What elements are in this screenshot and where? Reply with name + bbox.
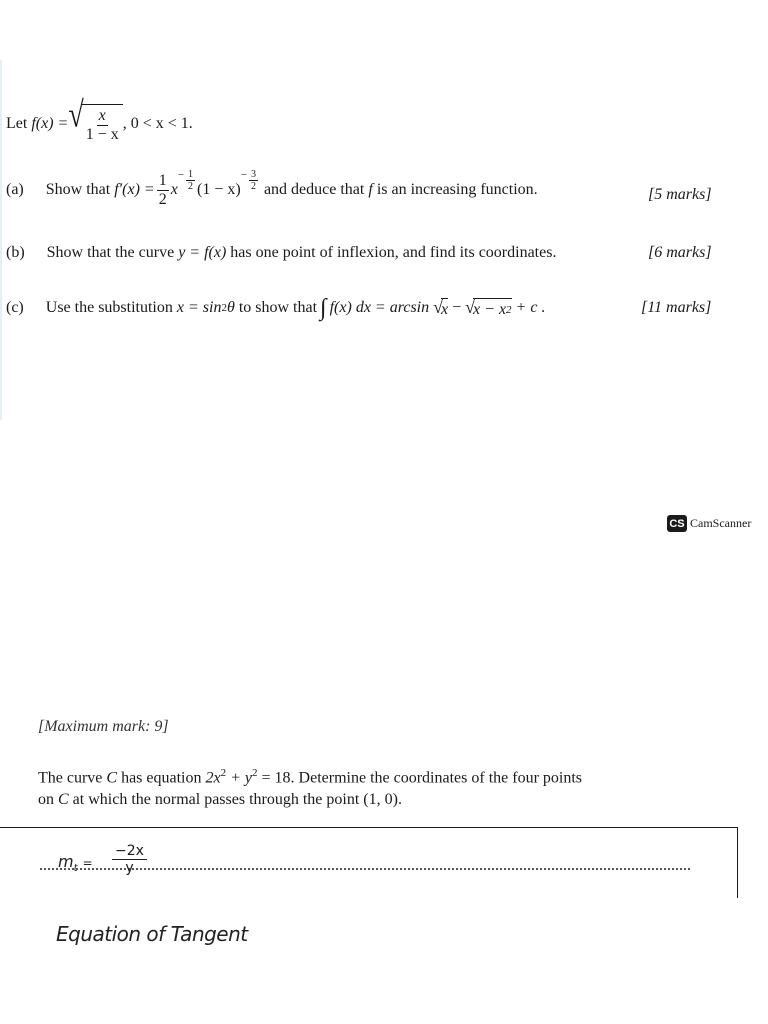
camscanner-logo xyxy=(667,515,751,532)
part-c-marks: [11 marks] xyxy=(641,299,712,316)
part-a-base2: (1 − x) xyxy=(197,181,241,199)
answer-box xyxy=(0,827,738,898)
radical-icon: √ xyxy=(68,95,84,136)
part-b-eq: y = f(x) xyxy=(178,244,227,261)
part-c-label: (c) xyxy=(6,299,24,316)
part-c-text1: Use the substitution xyxy=(45,299,173,316)
q1-intro xyxy=(6,95,193,143)
integral-icon: ∫ xyxy=(320,295,327,321)
part-a-label: (a) xyxy=(6,181,24,199)
handwritten-gradient: $m_t$ = xyxy=(58,852,93,875)
scan-edge xyxy=(0,60,2,420)
part-a-text2: and deduce that xyxy=(263,181,365,199)
max-mark: [Maximum mark: 9] xyxy=(38,718,169,735)
intro-num: x xyxy=(98,107,106,124)
q2-line2: on C at which the normal passes through the point (1, 0). xyxy=(38,791,402,809)
camscanner-badge-icon: CS xyxy=(667,515,687,532)
radical-icon: √ xyxy=(433,296,444,317)
handwritten-fraction: $\frac{-2x}{y}$ xyxy=(112,843,147,876)
part-a-exp1: − $\frac{1}{2}$ xyxy=(177,168,194,192)
intro-fraction xyxy=(84,107,121,143)
camscanner-text: CamScanner xyxy=(690,516,752,530)
intro-fx: f(x) = xyxy=(31,114,69,132)
q2-line1: The curve C has equation $2x^2 + y^2 = 18$. Determine the coordinates of the four points xyxy=(38,767,583,787)
q1-part-b xyxy=(6,244,556,262)
part-c-sqrt1: √ x xyxy=(433,296,449,318)
part-c-sub: x = sin xyxy=(176,299,222,316)
part-a-exp2: − $\frac{3}{2}$ xyxy=(240,168,256,192)
part-b-marks: [6 marks] xyxy=(648,244,712,261)
handwritten-equation-of-tangent: Equation of Tangent xyxy=(56,922,248,946)
part-c-text2: to show that xyxy=(238,299,318,316)
part-a-marks: [5 marks] xyxy=(648,186,712,203)
q1-part-a xyxy=(6,168,538,208)
part-a-deriv: f′(x) = xyxy=(114,181,155,199)
part-a-base1: x xyxy=(170,181,178,199)
q1-part-c: (c) Use the substitution x = sin 2 θ to show that ∫ f(x) dx = arcsin √ x − √ x − x 2 + c . xyxy=(6,295,546,321)
intro-den: 1 − x xyxy=(85,125,119,143)
part-a-text3: is an increasing function. xyxy=(376,181,538,199)
part-b-text2: has one point of inflexion, and find its coordinates. xyxy=(230,244,557,261)
part-b-text1: Show that the curve xyxy=(46,244,175,261)
part-a-coef: $\frac{1}{2}$ xyxy=(158,172,167,208)
part-c-sqrt2: √ x − x 2 xyxy=(465,296,512,318)
q2-text xyxy=(38,762,658,811)
radical-icon: √ xyxy=(465,296,476,317)
part-c-tail: + c . xyxy=(515,299,546,316)
intro-sqrt xyxy=(68,95,122,143)
part-b-label: (b) xyxy=(6,244,25,261)
part-c-integrand: f(x) dx = arcsin xyxy=(329,299,430,316)
part-a-text1: Show that xyxy=(45,181,111,199)
intro-domain: , 0 < x < 1. xyxy=(122,114,193,132)
intro-prefix: Let xyxy=(6,114,28,132)
part-c-theta: θ xyxy=(226,299,235,316)
part-a-f: f xyxy=(368,181,373,199)
